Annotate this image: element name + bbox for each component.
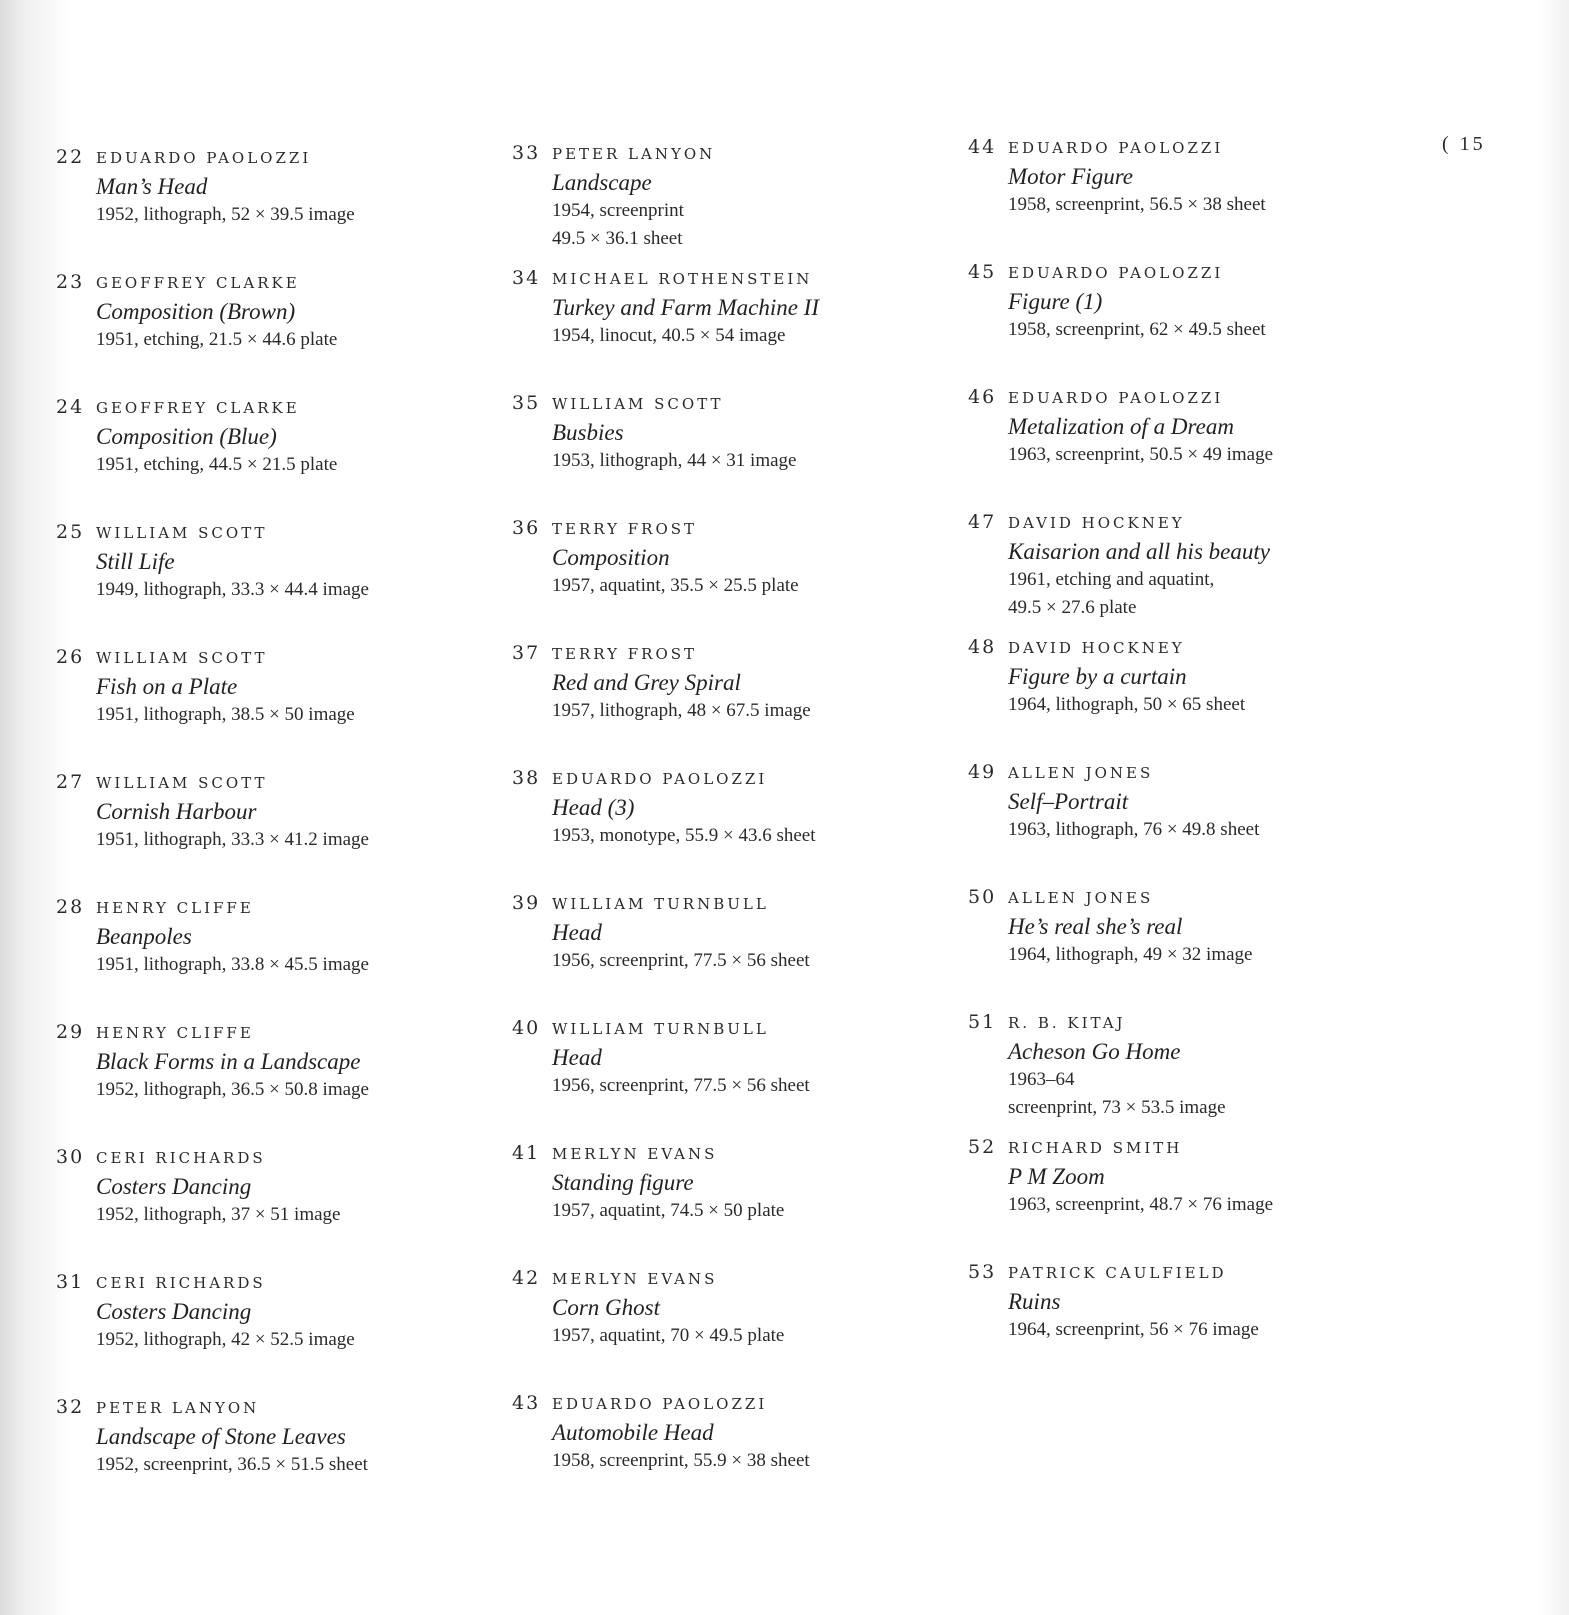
artwork-title: Metalization of a Dream (1008, 414, 1234, 439)
catalogue-entry (512, 1392, 932, 1475)
artwork-details: 1953, lithograph, 44 × 31 image (552, 450, 797, 471)
entry-heading (56, 771, 476, 797)
artwork-details: 1957, aquatint, 70 × 49.5 plate (552, 1325, 785, 1346)
catalogue-number: 45 (968, 261, 997, 283)
entry-heading (56, 521, 476, 547)
catalogue-entry (968, 261, 1388, 344)
artwork-title: Figure by a curtain (1008, 664, 1187, 689)
artwork-title: Head (552, 1045, 602, 1070)
catalogue-number: 38 (512, 767, 541, 789)
artwork-details: 1949, lithograph, 33.3 × 44.4 image (96, 579, 369, 600)
entry-heading (512, 392, 932, 418)
artwork-title: Still Life (96, 549, 175, 574)
artwork-title: Beanpoles (96, 924, 192, 949)
entry-heading (512, 1392, 932, 1418)
artwork-details: 1952, lithograph, 37 × 51 image (96, 1204, 341, 1225)
catalogue-entry (512, 892, 932, 975)
catalogue-number: 51 (968, 1011, 997, 1033)
catalogue-number: 31 (56, 1271, 85, 1293)
artist-name: TERRY FROST (552, 520, 698, 538)
artist-name: GEOFFREY CLARKE (96, 399, 300, 417)
artwork-details: 1951, etching, 21.5 × 44.6 plate (96, 329, 338, 350)
artist-name: RICHARD SMITH (1008, 1139, 1183, 1157)
artwork-title: Busbies (552, 420, 624, 445)
catalogue-entry (968, 636, 1388, 719)
artist-name: EDUARDO PAOLOZZI (1008, 389, 1224, 407)
artwork-details: 49.5 × 36.1 sheet (552, 228, 683, 249)
artwork-details: 1958, screenprint, 55.9 × 38 sheet (552, 1450, 810, 1471)
catalogue-entry (512, 142, 932, 253)
artwork-details: 1951, lithograph, 33.8 × 45.5 image (96, 954, 369, 975)
entry-heading (968, 511, 1388, 537)
entry-heading (968, 1011, 1388, 1037)
artwork-title: Costers Dancing (96, 1299, 252, 1324)
entry-heading (512, 517, 932, 543)
catalogue-number: 22 (56, 146, 85, 168)
artwork-details: 1951, lithograph, 33.3 × 41.2 image (96, 829, 369, 850)
artwork-details: 1964, lithograph, 50 × 65 sheet (1008, 694, 1246, 715)
entry-heading (968, 136, 1388, 162)
catalogue-number: 27 (56, 771, 85, 793)
catalogue-number: 23 (56, 271, 85, 293)
artwork-details: 1957, aquatint, 35.5 × 25.5 plate (552, 575, 799, 596)
artwork-details: 1956, screenprint, 77.5 × 56 sheet (552, 1075, 810, 1096)
artwork-details: 1952, lithograph, 42 × 52.5 image (96, 1329, 355, 1350)
artwork-title: Motor Figure (1008, 164, 1133, 189)
artist-name: HENRY CLIFFE (96, 899, 254, 917)
catalogue-number: 26 (56, 646, 85, 668)
artist-name: DAVID HOCKNEY (1008, 639, 1185, 657)
catalogue-number: 41 (512, 1142, 541, 1164)
catalogue-number: 34 (512, 267, 541, 289)
artist-name: PATRICK CAULFIELD (1008, 1264, 1227, 1282)
artist-name: CERI RICHARDS (96, 1274, 266, 1292)
artwork-title: Figure (1) (1008, 289, 1103, 314)
catalogue-entry (56, 646, 476, 729)
entry-heading (56, 896, 476, 922)
page-number: ( 15 (1442, 133, 1486, 155)
artwork-title: Landscape (552, 170, 652, 195)
catalogue-entry (968, 1011, 1388, 1122)
entry-heading (968, 761, 1388, 787)
entry-heading (512, 642, 932, 668)
catalogue-number: 25 (56, 521, 85, 543)
page-edge-shadow (1539, 0, 1569, 1615)
catalogue-entry (968, 1261, 1388, 1344)
catalogue-number: 48 (968, 636, 997, 658)
artist-name: GEOFFREY CLARKE (96, 274, 300, 292)
artwork-title: Kaisarion and all his beauty (1008, 539, 1270, 564)
catalogue-number: 24 (56, 396, 85, 418)
artwork-details: 1951, lithograph, 38.5 × 50 image (96, 704, 355, 725)
catalogue-entry (968, 136, 1388, 219)
artwork-title: Landscape of Stone Leaves (96, 1424, 346, 1449)
entry-heading (512, 1017, 932, 1043)
entry-heading (968, 386, 1388, 412)
catalogue-entry (512, 392, 932, 475)
artist-name: MERLYN EVANS (552, 1270, 718, 1288)
entry-heading (968, 1136, 1388, 1162)
entry-heading (56, 146, 476, 172)
artwork-title: Costers Dancing (96, 1174, 252, 1199)
entry-heading (512, 1142, 932, 1168)
catalogue-entry (56, 1271, 476, 1354)
catalogue-number: 47 (968, 511, 997, 533)
artwork-details: 1954, screenprint (552, 200, 684, 221)
entry-heading (968, 636, 1388, 662)
catalogue-number: 36 (512, 517, 541, 539)
entry-heading (512, 142, 932, 168)
catalogue-entry (56, 896, 476, 979)
artwork-details: 1963–64 (1008, 1069, 1075, 1090)
catalogue-entry (512, 1142, 932, 1225)
catalogue-entry (56, 271, 476, 354)
catalogue-number: 44 (968, 136, 997, 158)
page-number-value: 15 (1459, 133, 1486, 155)
catalogue-entry (968, 761, 1388, 844)
catalogue-number: 43 (512, 1392, 541, 1414)
entry-heading (56, 1271, 476, 1297)
catalogue-number: 53 (968, 1261, 997, 1283)
catalogue-entry (512, 1267, 932, 1350)
artwork-details: 1951, etching, 44.5 × 21.5 plate (96, 454, 338, 475)
catalogue-entry (512, 517, 932, 600)
catalogue-number: 46 (968, 386, 997, 408)
artist-name: WILLIAM SCOTT (96, 649, 268, 667)
entry-heading (56, 1021, 476, 1047)
artist-name: EDUARDO PAOLOZZI (96, 149, 312, 167)
entry-heading (512, 1267, 932, 1293)
catalogue-number: 40 (512, 1017, 541, 1039)
artist-name: DAVID HOCKNEY (1008, 514, 1185, 532)
artwork-details: 1964, lithograph, 49 × 32 image (1008, 944, 1253, 965)
artwork-title: Composition (Blue) (96, 424, 277, 449)
artist-name: MERLYN EVANS (552, 1145, 718, 1163)
artist-name: ALLEN JONES (1008, 889, 1154, 907)
artwork-details: 1952, lithograph, 52 × 39.5 image (96, 204, 355, 225)
artwork-details: 1952, screenprint, 36.5 × 51.5 sheet (96, 1454, 368, 1475)
artwork-title: Ruins (1008, 1289, 1061, 1314)
artwork-title: Head (3) (552, 795, 635, 820)
artwork-details: 1957, lithograph, 48 × 67.5 image (552, 700, 811, 721)
catalogue-number: 39 (512, 892, 541, 914)
artwork-details: 1963, screenprint, 48.7 × 76 image (1008, 1194, 1274, 1215)
artwork-title: Corn Ghost (552, 1295, 660, 1320)
artist-name: WILLIAM SCOTT (96, 524, 268, 542)
artist-name: EDUARDO PAOLOZZI (552, 770, 768, 788)
artwork-details: 49.5 × 27.6 plate (1008, 597, 1137, 618)
artwork-title: Composition (Brown) (96, 299, 296, 324)
artwork-details: 1954, linocut, 40.5 × 54 image (552, 325, 786, 346)
artist-name: HENRY CLIFFE (96, 1024, 254, 1042)
artwork-title: Self–Portrait (1008, 789, 1129, 814)
catalogue-entry (56, 1396, 476, 1479)
catalogue-entry (56, 1021, 476, 1104)
catalogue-entry (56, 771, 476, 854)
artwork-details: 1958, screenprint, 62 × 49.5 sheet (1008, 319, 1266, 340)
catalogue-number: 52 (968, 1136, 997, 1158)
catalogue-number: 50 (968, 886, 997, 908)
artist-name: PETER LANYON (96, 1399, 260, 1417)
catalogue-number: 30 (56, 1146, 85, 1168)
catalogue-number: 32 (56, 1396, 85, 1418)
artwork-details: 1963, lithograph, 76 × 49.8 sheet (1008, 819, 1260, 840)
artwork-title: Composition (552, 545, 670, 570)
catalogue-number: 42 (512, 1267, 541, 1289)
catalogue-entry (512, 767, 932, 850)
artist-name: PETER LANYON (552, 145, 716, 163)
entry-heading (968, 886, 1388, 912)
catalogue-number: 35 (512, 392, 541, 414)
artwork-details: 1958, screenprint, 56.5 × 38 sheet (1008, 194, 1266, 215)
artwork-title: Red and Grey Spiral (552, 670, 741, 695)
artwork-title: P M Zoom (1008, 1164, 1105, 1189)
catalogue-entry (56, 396, 476, 479)
artist-name: WILLIAM SCOTT (96, 774, 268, 792)
catalogue-number: 33 (512, 142, 541, 164)
artwork-title: Automobile Head (552, 1420, 714, 1445)
catalogue-entry (56, 146, 476, 229)
entry-heading (56, 271, 476, 297)
catalogue-entry (968, 886, 1388, 969)
artwork-details: 1963, screenprint, 50.5 × 49 image (1008, 444, 1274, 465)
artist-name: CERI RICHARDS (96, 1149, 266, 1167)
catalogue-number: 28 (56, 896, 85, 918)
artist-name: WILLIAM SCOTT (552, 395, 724, 413)
artist-name: WILLIAM TURNBULL (552, 895, 769, 913)
catalogue-number: 37 (512, 642, 541, 664)
artist-name: R. B. KITAJ (1008, 1014, 1126, 1032)
artwork-details: 1953, monotype, 55.9 × 43.6 sheet (552, 825, 816, 846)
catalogue-entry (56, 521, 476, 604)
catalogue-entry (56, 1146, 476, 1229)
artwork-title: Acheson Go Home (1008, 1039, 1181, 1064)
catalogue-entry (512, 267, 932, 350)
entry-heading (56, 646, 476, 672)
artwork-title: Man’s Head (96, 174, 208, 199)
artist-name: EDUARDO PAOLOZZI (1008, 139, 1224, 157)
artist-name: EDUARDO PAOLOZZI (1008, 264, 1224, 282)
catalogue-entry (512, 642, 932, 725)
catalogue-number: 29 (56, 1021, 85, 1043)
entry-heading (968, 1261, 1388, 1287)
catalogue-entry (968, 1136, 1388, 1219)
entry-heading (968, 261, 1388, 287)
artwork-title: Black Forms in a Landscape (96, 1049, 361, 1074)
artist-name: WILLIAM TURNBULL (552, 1020, 769, 1038)
artwork-title: Standing figure (552, 1170, 694, 1195)
catalogue-number: 49 (968, 761, 997, 783)
catalogue-entry (968, 511, 1388, 622)
catalogue-entry (512, 1017, 932, 1100)
entry-heading (56, 1146, 476, 1172)
artwork-details: 1952, lithograph, 36.5 × 50.8 image (96, 1079, 369, 1100)
catalogue-entry (968, 386, 1388, 469)
artwork-title: Head (552, 920, 602, 945)
artwork-details: screenprint, 73 × 53.5 image (1008, 1097, 1226, 1118)
entry-heading (512, 892, 932, 918)
artwork-details: 1957, aquatint, 74.5 × 50 plate (552, 1200, 785, 1221)
entry-heading (56, 1396, 476, 1422)
artist-name: ALLEN JONES (1008, 764, 1154, 782)
entry-heading (56, 396, 476, 422)
entry-heading (512, 767, 932, 793)
entry-heading (512, 267, 932, 293)
artwork-details: 1964, screenprint, 56 × 76 image (1008, 1319, 1259, 1340)
artist-name: EDUARDO PAOLOZZI (552, 1395, 768, 1413)
artwork-details: 1961, etching and aquatint, (1008, 569, 1215, 590)
artwork-title: Turkey and Farm Machine II (552, 295, 819, 320)
artist-name: TERRY FROST (552, 645, 698, 663)
artwork-title: He’s real she’s real (1008, 914, 1183, 939)
artist-name: MICHAEL ROTHENSTEIN (552, 270, 813, 288)
artwork-details: 1956, screenprint, 77.5 × 56 sheet (552, 950, 810, 971)
artwork-title: Cornish Harbour (96, 799, 257, 824)
artwork-title: Fish on a Plate (96, 674, 238, 699)
